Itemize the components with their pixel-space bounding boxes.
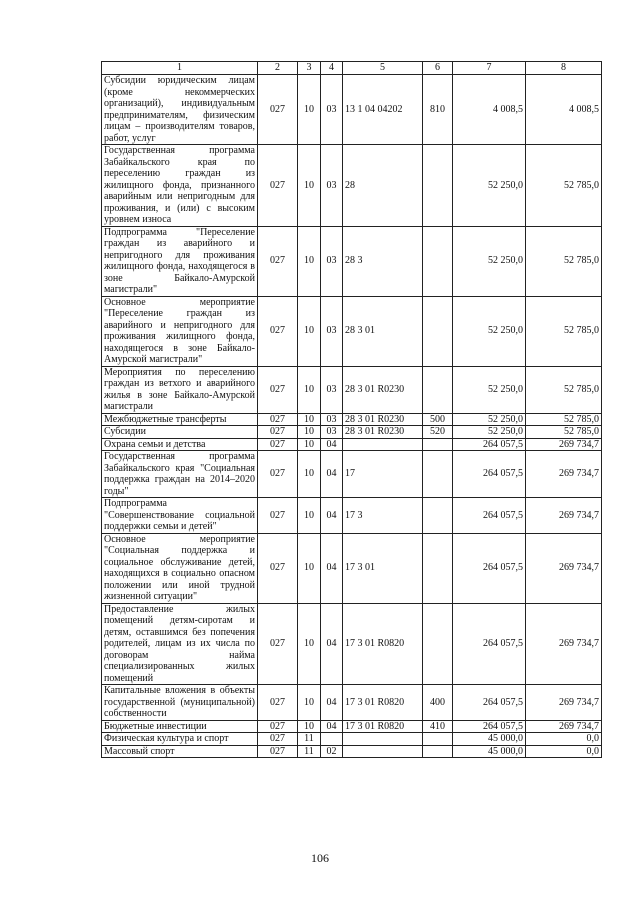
amount-year2-cell: 269 734,7 — [526, 498, 602, 534]
row-name-cell: Предоставление жилых помещений детям-сиротам и детям, оставшимся без попечения родителей, лицам из их числа по договорам найма специализированных жилых помещений — [102, 603, 258, 685]
ved-code-cell: 027 — [258, 296, 298, 366]
table-row — [102, 733, 602, 746]
section-code-cell: 10 — [298, 720, 321, 733]
row-name-cell: Капитальные вложения в объекты государственной (муниципальной) собственности — [102, 685, 258, 721]
amount-year2-cell: 269 734,7 — [526, 685, 602, 721]
amount-year2-cell: 4 008,5 — [526, 75, 602, 145]
expense-type-cell — [423, 745, 453, 758]
section-code-cell: 10 — [298, 498, 321, 534]
subsection-code-cell: 04 — [321, 720, 343, 733]
header-cell: 2 — [258, 62, 298, 75]
subsection-code-cell: 02 — [321, 745, 343, 758]
expense-type-cell — [423, 533, 453, 603]
expense-type-cell: 400 — [423, 685, 453, 721]
header-cell: 4 — [321, 62, 343, 75]
row-name-cell: Подпрограмма "Совершенствование социальной поддержки семьи и детей" — [102, 498, 258, 534]
table-row — [102, 498, 602, 534]
ved-code-cell: 027 — [258, 685, 298, 721]
table-row — [102, 366, 602, 413]
target-article-cell — [343, 733, 423, 746]
target-article-cell: 28 3 — [343, 226, 423, 296]
amount-year2-cell: 52 785,0 — [526, 413, 602, 426]
amount-year1-cell: 4 008,5 — [453, 75, 526, 145]
amount-year2-cell: 52 785,0 — [526, 366, 602, 413]
amount-year1-cell: 264 057,5 — [453, 720, 526, 733]
table-row — [102, 145, 602, 227]
subsection-code-cell: 04 — [321, 685, 343, 721]
header-cell: 8 — [526, 62, 602, 75]
amount-year2-cell: 52 785,0 — [526, 145, 602, 227]
row-name-cell: Основное мероприятие "Социальная поддержка и социальное обслуживание детей, находящихся в социально опасном положении или иной трудной жизненной ситуации" — [102, 533, 258, 603]
target-article-cell: 28 3 01 R0230 — [343, 366, 423, 413]
expense-type-cell: 520 — [423, 426, 453, 439]
amount-year1-cell: 52 250,0 — [453, 226, 526, 296]
amount-year2-cell: 0,0 — [526, 745, 602, 758]
expense-type-cell — [423, 296, 453, 366]
ved-code-cell: 027 — [258, 426, 298, 439]
target-article-cell — [343, 745, 423, 758]
amount-year1-cell: 52 250,0 — [453, 145, 526, 227]
subsection-code-cell — [321, 733, 343, 746]
row-name-cell: Субсидии — [102, 426, 258, 439]
expense-type-cell — [423, 603, 453, 685]
section-code-cell: 10 — [298, 438, 321, 451]
budget-table — [101, 61, 602, 758]
ved-code-cell: 027 — [258, 413, 298, 426]
amount-year1-cell: 52 250,0 — [453, 413, 526, 426]
target-article-cell: 17 3 01 R0820 — [343, 720, 423, 733]
ved-code-cell: 027 — [258, 438, 298, 451]
section-code-cell: 10 — [298, 603, 321, 685]
expense-type-cell — [423, 366, 453, 413]
expense-type-cell — [423, 451, 453, 498]
header-cell: 1 — [102, 62, 258, 75]
amount-year1-cell: 264 057,5 — [453, 685, 526, 721]
target-article-cell: 28 — [343, 145, 423, 227]
amount-year1-cell: 45 000,0 — [453, 733, 526, 746]
table-row — [102, 720, 602, 733]
subsection-code-cell: 03 — [321, 426, 343, 439]
header-cell: 6 — [423, 62, 453, 75]
target-article-cell: 28 3 01 — [343, 296, 423, 366]
amount-year1-cell: 264 057,5 — [453, 498, 526, 534]
header-cell: 5 — [343, 62, 423, 75]
amount-year2-cell: 269 734,7 — [526, 720, 602, 733]
amount-year1-cell: 52 250,0 — [453, 366, 526, 413]
table-row — [102, 226, 602, 296]
amount-year2-cell: 0,0 — [526, 733, 602, 746]
expense-type-cell — [423, 733, 453, 746]
amount-year2-cell: 269 734,7 — [526, 451, 602, 498]
expense-type-cell: 410 — [423, 720, 453, 733]
subsection-code-cell: 03 — [321, 75, 343, 145]
subsection-code-cell: 03 — [321, 366, 343, 413]
amount-year2-cell: 52 785,0 — [526, 296, 602, 366]
table-row — [102, 426, 602, 439]
ved-code-cell: 027 — [258, 720, 298, 733]
target-article-cell: 17 3 01 R0820 — [343, 603, 423, 685]
expense-type-cell — [423, 438, 453, 451]
section-code-cell: 10 — [298, 226, 321, 296]
row-name-cell: Подпрограмма "Переселение граждан из аварийного и непригодного для проживания жилищного фонда, находящегося в зоне Байкало-Амурской магистрали" — [102, 226, 258, 296]
expense-type-cell: 810 — [423, 75, 453, 145]
header-cell: 3 — [298, 62, 321, 75]
amount-year1-cell: 264 057,5 — [453, 603, 526, 685]
row-name-cell: Физическая культура и спорт — [102, 733, 258, 746]
row-name-cell: Субсидии юридическим лицам (кроме некоммерческих организаций), индивидуальным предпринимателям, физическим лицам – производителям товаров, работ, услуг — [102, 75, 258, 145]
page-number: 106 — [311, 851, 329, 865]
subsection-code-cell: 03 — [321, 226, 343, 296]
amount-year1-cell: 52 250,0 — [453, 296, 526, 366]
target-article-cell: 17 — [343, 451, 423, 498]
section-code-cell: 10 — [298, 451, 321, 498]
section-code-cell: 10 — [298, 533, 321, 603]
section-code-cell: 11 — [298, 745, 321, 758]
row-name-cell: Основное мероприятие "Переселение граждан из аварийного и непригодного для проживания жилищного фонда, находящегося в зоне Байкало-Амурской магистрали" — [102, 296, 258, 366]
row-name-cell: Государственная программа Забайкальского края по переселению граждан из жилищного фонда, признанного аварийным или непригодным для проживания, и (или) с высоким уровнем износа — [102, 145, 258, 227]
ved-code-cell: 027 — [258, 745, 298, 758]
subsection-code-cell: 04 — [321, 438, 343, 451]
section-code-cell: 10 — [298, 366, 321, 413]
amount-year1-cell: 264 057,5 — [453, 451, 526, 498]
target-article-cell: 28 3 01 R0230 — [343, 426, 423, 439]
section-code-cell: 10 — [298, 296, 321, 366]
section-code-cell: 11 — [298, 733, 321, 746]
table-row — [102, 413, 602, 426]
table-row — [102, 438, 602, 451]
subsection-code-cell: 04 — [321, 603, 343, 685]
expense-type-cell: 500 — [423, 413, 453, 426]
subsection-code-cell: 04 — [321, 533, 343, 603]
subsection-code-cell: 03 — [321, 145, 343, 227]
amount-year1-cell: 264 057,5 — [453, 533, 526, 603]
amount-year2-cell: 269 734,7 — [526, 533, 602, 603]
amount-year2-cell: 269 734,7 — [526, 603, 602, 685]
ved-code-cell: 027 — [258, 533, 298, 603]
expense-type-cell — [423, 498, 453, 534]
table-row — [102, 75, 602, 145]
target-article-cell: 13 1 04 04202 — [343, 75, 423, 145]
ved-code-cell: 027 — [258, 366, 298, 413]
table-row — [102, 685, 602, 721]
subsection-code-cell: 03 — [321, 413, 343, 426]
ved-code-cell: 027 — [258, 145, 298, 227]
section-code-cell: 10 — [298, 75, 321, 145]
section-code-cell: 10 — [298, 685, 321, 721]
amount-year1-cell: 45 000,0 — [453, 745, 526, 758]
ved-code-cell: 027 — [258, 451, 298, 498]
table-header-row — [102, 62, 602, 75]
ved-code-cell: 027 — [258, 733, 298, 746]
row-name-cell: Мероприятия по переселению граждан из ветхого и аварийного жилья в зоне Байкало-Амурской магистрали — [102, 366, 258, 413]
expense-type-cell — [423, 145, 453, 227]
ved-code-cell: 027 — [258, 226, 298, 296]
target-article-cell: 17 3 01 R0820 — [343, 685, 423, 721]
row-name-cell: Государственная программа Забайкальского края "Социальная поддержка граждан на 2014–2020 годы" — [102, 451, 258, 498]
ved-code-cell: 027 — [258, 498, 298, 534]
table-row — [102, 603, 602, 685]
amount-year1-cell: 264 057,5 — [453, 438, 526, 451]
table-row — [102, 296, 602, 366]
section-code-cell: 10 — [298, 426, 321, 439]
target-article-cell: 17 3 01 — [343, 533, 423, 603]
amount-year2-cell: 52 785,0 — [526, 226, 602, 296]
expense-type-cell — [423, 226, 453, 296]
table-row — [102, 533, 602, 603]
table-row — [102, 451, 602, 498]
subsection-code-cell: 04 — [321, 451, 343, 498]
target-article-cell: 17 3 — [343, 498, 423, 534]
target-article-cell: 28 3 01 R0230 — [343, 413, 423, 426]
table-row — [102, 745, 602, 758]
header-cell: 7 — [453, 62, 526, 75]
amount-year2-cell: 52 785,0 — [526, 426, 602, 439]
row-name-cell: Межбюджетные трансферты — [102, 413, 258, 426]
row-name-cell: Массовый спорт — [102, 745, 258, 758]
subsection-code-cell: 04 — [321, 498, 343, 534]
ved-code-cell: 027 — [258, 75, 298, 145]
target-article-cell — [343, 438, 423, 451]
section-code-cell: 10 — [298, 145, 321, 227]
amount-year1-cell: 52 250,0 — [453, 426, 526, 439]
ved-code-cell: 027 — [258, 603, 298, 685]
row-name-cell: Бюджетные инвестиции — [102, 720, 258, 733]
row-name-cell: Охрана семьи и детства — [102, 438, 258, 451]
subsection-code-cell: 03 — [321, 296, 343, 366]
amount-year2-cell: 269 734,7 — [526, 438, 602, 451]
section-code-cell: 10 — [298, 413, 321, 426]
